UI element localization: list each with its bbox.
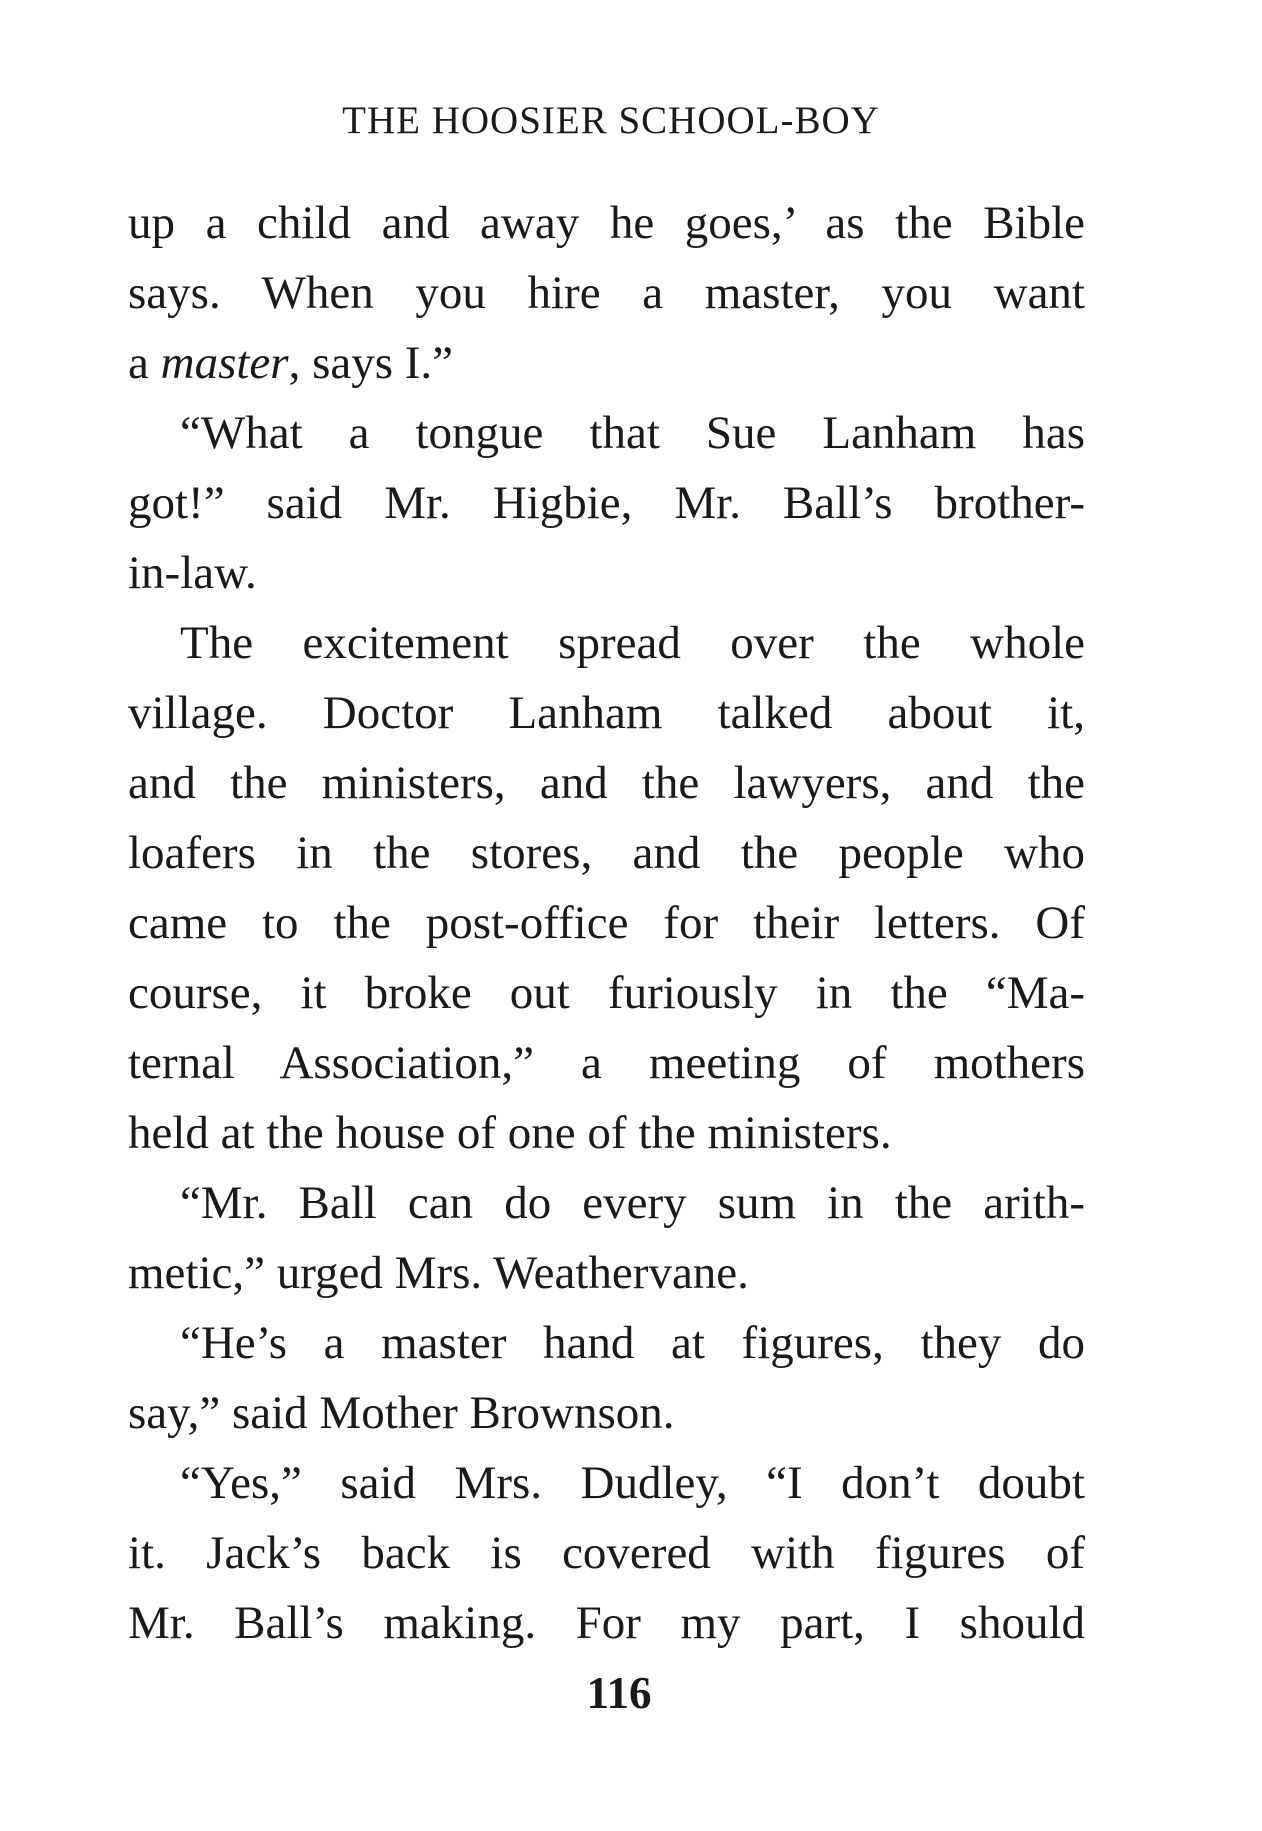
paragraph [128, 1168, 1085, 1308]
text-line: got!” said Mr. Higbie, Mr. Ball’s brother- [128, 477, 1085, 529]
text-line: “Mr. Ball can do every sum in the arith- [180, 1177, 1085, 1229]
text-line: came to the post-office for their letters. Of [128, 897, 1085, 949]
paragraph [128, 1448, 1085, 1658]
text-line: Mr. Ball’s making. For my part, I should [128, 1597, 1085, 1649]
paragraph [128, 398, 1085, 608]
text-line: held at the house of one of the ministers. [128, 1107, 892, 1159]
running-head: THE HOOSIER SCHOOL-BOY [342, 99, 880, 142]
text-line: it. Jack’s back is covered with figures of [128, 1527, 1085, 1579]
text-line: loafers in the stores, and the people who [128, 827, 1085, 879]
text-line: “Yes,” said Mrs. Dudley, “I don’t doubt [180, 1457, 1085, 1509]
text-line: village. Doctor Lanham talked about it, [128, 687, 1085, 739]
text-line: ternal Association,” a meeting of mothers [128, 1037, 1085, 1089]
text-line [128, 328, 1085, 398]
paragraph [128, 188, 1085, 398]
text-line: “He’s a master hand at figures, they do [180, 1317, 1085, 1369]
page-number: 116 [586, 1668, 652, 1718]
text-line: course, it broke out furiously in the “Ma- [128, 967, 1085, 1019]
text-run: , says I.” [288, 337, 454, 389]
text-line: says. When you hire a master, you want [128, 267, 1085, 319]
text-line: The excitement spread over the whole [180, 617, 1085, 669]
text-line: “What a tongue that Sue Lanham has [180, 407, 1085, 459]
text-line: say,” said Mother Brownson. [128, 1387, 675, 1439]
italic-word: master [160, 337, 289, 389]
text-line: in-law. [128, 547, 257, 599]
text-line: up a child and away he goes,’ as the Bible [128, 197, 1085, 249]
text-line: and the ministers, and the lawyers, and the [128, 757, 1085, 809]
text-line: metic,” urged Mrs. Weathervane. [128, 1247, 749, 1299]
body-text [128, 188, 1085, 1658]
paragraph [128, 1308, 1085, 1448]
paragraph [128, 608, 1085, 1168]
text-run: a [128, 337, 161, 389]
